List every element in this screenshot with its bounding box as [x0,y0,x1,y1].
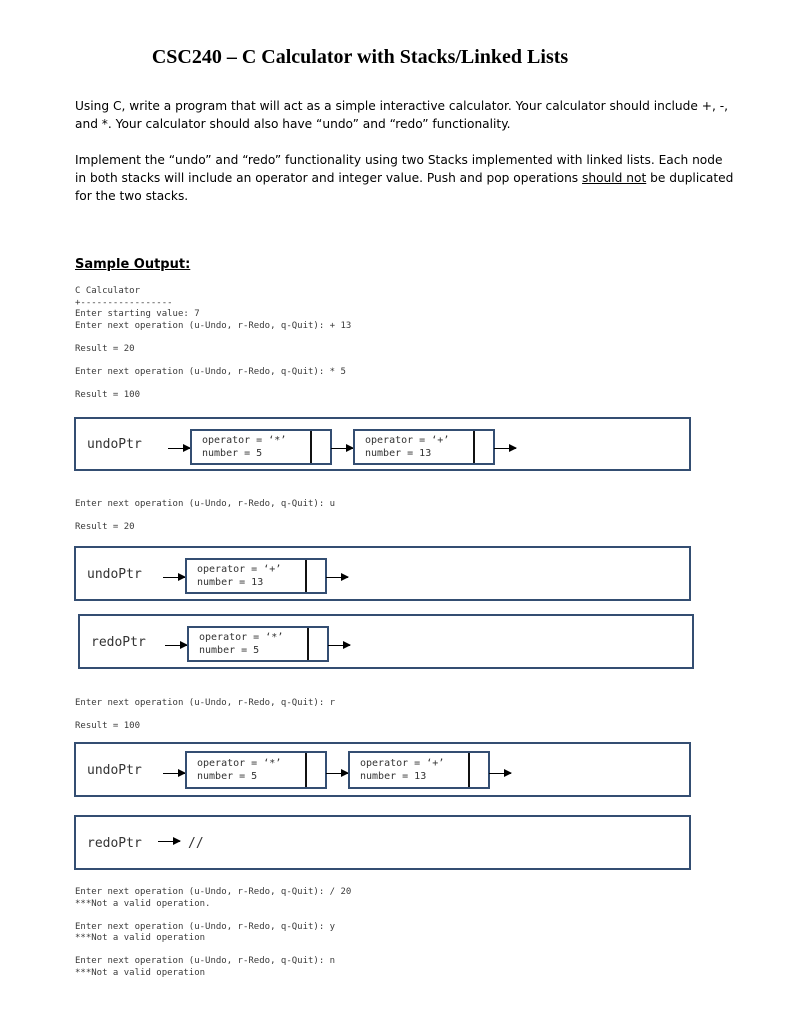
node-next-field [307,628,309,660]
node-operator: operator = ‘*’ [197,758,282,769]
page-title: CSC240 – C Calculator with Stacks/Linked Lists [151,46,569,68]
node-operator: operator = ‘*’ [199,632,284,643]
arrow-icon [489,773,511,774]
node-number: number = 5 [202,448,263,459]
stack-node [187,626,329,662]
node-number: number = 13 [360,771,427,782]
node-next-field [473,431,475,463]
node-number: number = 5 [199,645,260,656]
node-operator: operator = ‘+’ [360,758,445,769]
arrow-icon [163,577,185,578]
redo-pointer-label: redoPtr [91,635,146,650]
arrow-icon [158,841,180,842]
node-next-field [310,431,312,463]
undo-pointer-label: undoPtr [87,437,142,452]
undo-pointer-label: undoPtr [87,567,142,582]
intro-p2-text: Implement the “undo” and “redo” functionality using two Stacks implemented with linked lists. Each node in both stacks will include an operator and integer value. Push and pop operations [75,153,723,185]
node-operator: operator = ‘*’ [202,435,287,446]
intro-paragraph-1: Using C, write a program that will act as a simple interactive calculator. Your calculator should include +, -, and *. Your calculator should also have “undo” and “redo” functionality. [75,99,728,131]
arrow-icon [165,645,187,646]
console-output-2: Enter next operation (u-Undo, r-Redo, q-Quit): u Result = 20 [75,499,336,532]
stack-node [353,429,495,465]
node-number: number = 13 [365,448,432,459]
arrow-icon [163,773,185,774]
arrow-icon [168,448,190,449]
intro-p2-tail: be duplicated for the two stacks. [75,171,734,203]
undo-stack-diagram-2 [74,546,691,601]
node-next-field [305,560,307,592]
console-output-1: C Calculator +----------------- Enter starting value: 7 Enter next operation (u-Undo, r-Redo, q-Quit): + 13 Result = 20 Enter next operation (u-Undo, r-Redo, q-Quit): * 5 Result = 100 [75,286,352,400]
intro-p2-emphasis: should not [582,171,647,185]
arrow-icon [494,448,516,449]
node-next-field [305,753,307,787]
arrow-icon [326,773,348,774]
intro-paragraph-2 [75,151,735,205]
node-number: number = 5 [197,771,258,782]
arrow-icon [328,645,350,646]
redo-stack-diagram-2 [74,815,691,870]
node-number: number = 13 [197,577,264,588]
undo-stack-diagram-1 [74,417,691,471]
node-operator: operator = ‘+’ [365,435,450,446]
console-output-4: Enter next operation (u-Undo, r-Redo, q-Quit): / 20 ***Not a valid operation. Enter next operation (u-Undo, r-Redo, q-Quit): y ***Not a valid operation Enter next operation (u-Undo, r-Redo, q-Quit): n ***Not a valid operation [75,887,352,978]
node-next-field [468,753,470,787]
stack-node [190,429,332,465]
stack-node [185,558,327,594]
undo-pointer-label: undoPtr [87,763,142,778]
stack-node [185,751,327,789]
redo-pointer-label: redoPtr [87,836,142,851]
console-output-3: Enter next operation (u-Undo, r-Redo, q-Quit): r Result = 100 [75,698,336,731]
redo-stack-diagram-1 [78,614,694,669]
stack-node [348,751,490,789]
node-operator: operator = ‘+’ [197,564,282,575]
arrow-icon [331,448,353,449]
arrow-icon [326,577,348,578]
null-marker: // [188,836,204,851]
sample-output-heading: Sample Output: [75,257,191,272]
undo-stack-diagram-3 [74,742,691,797]
